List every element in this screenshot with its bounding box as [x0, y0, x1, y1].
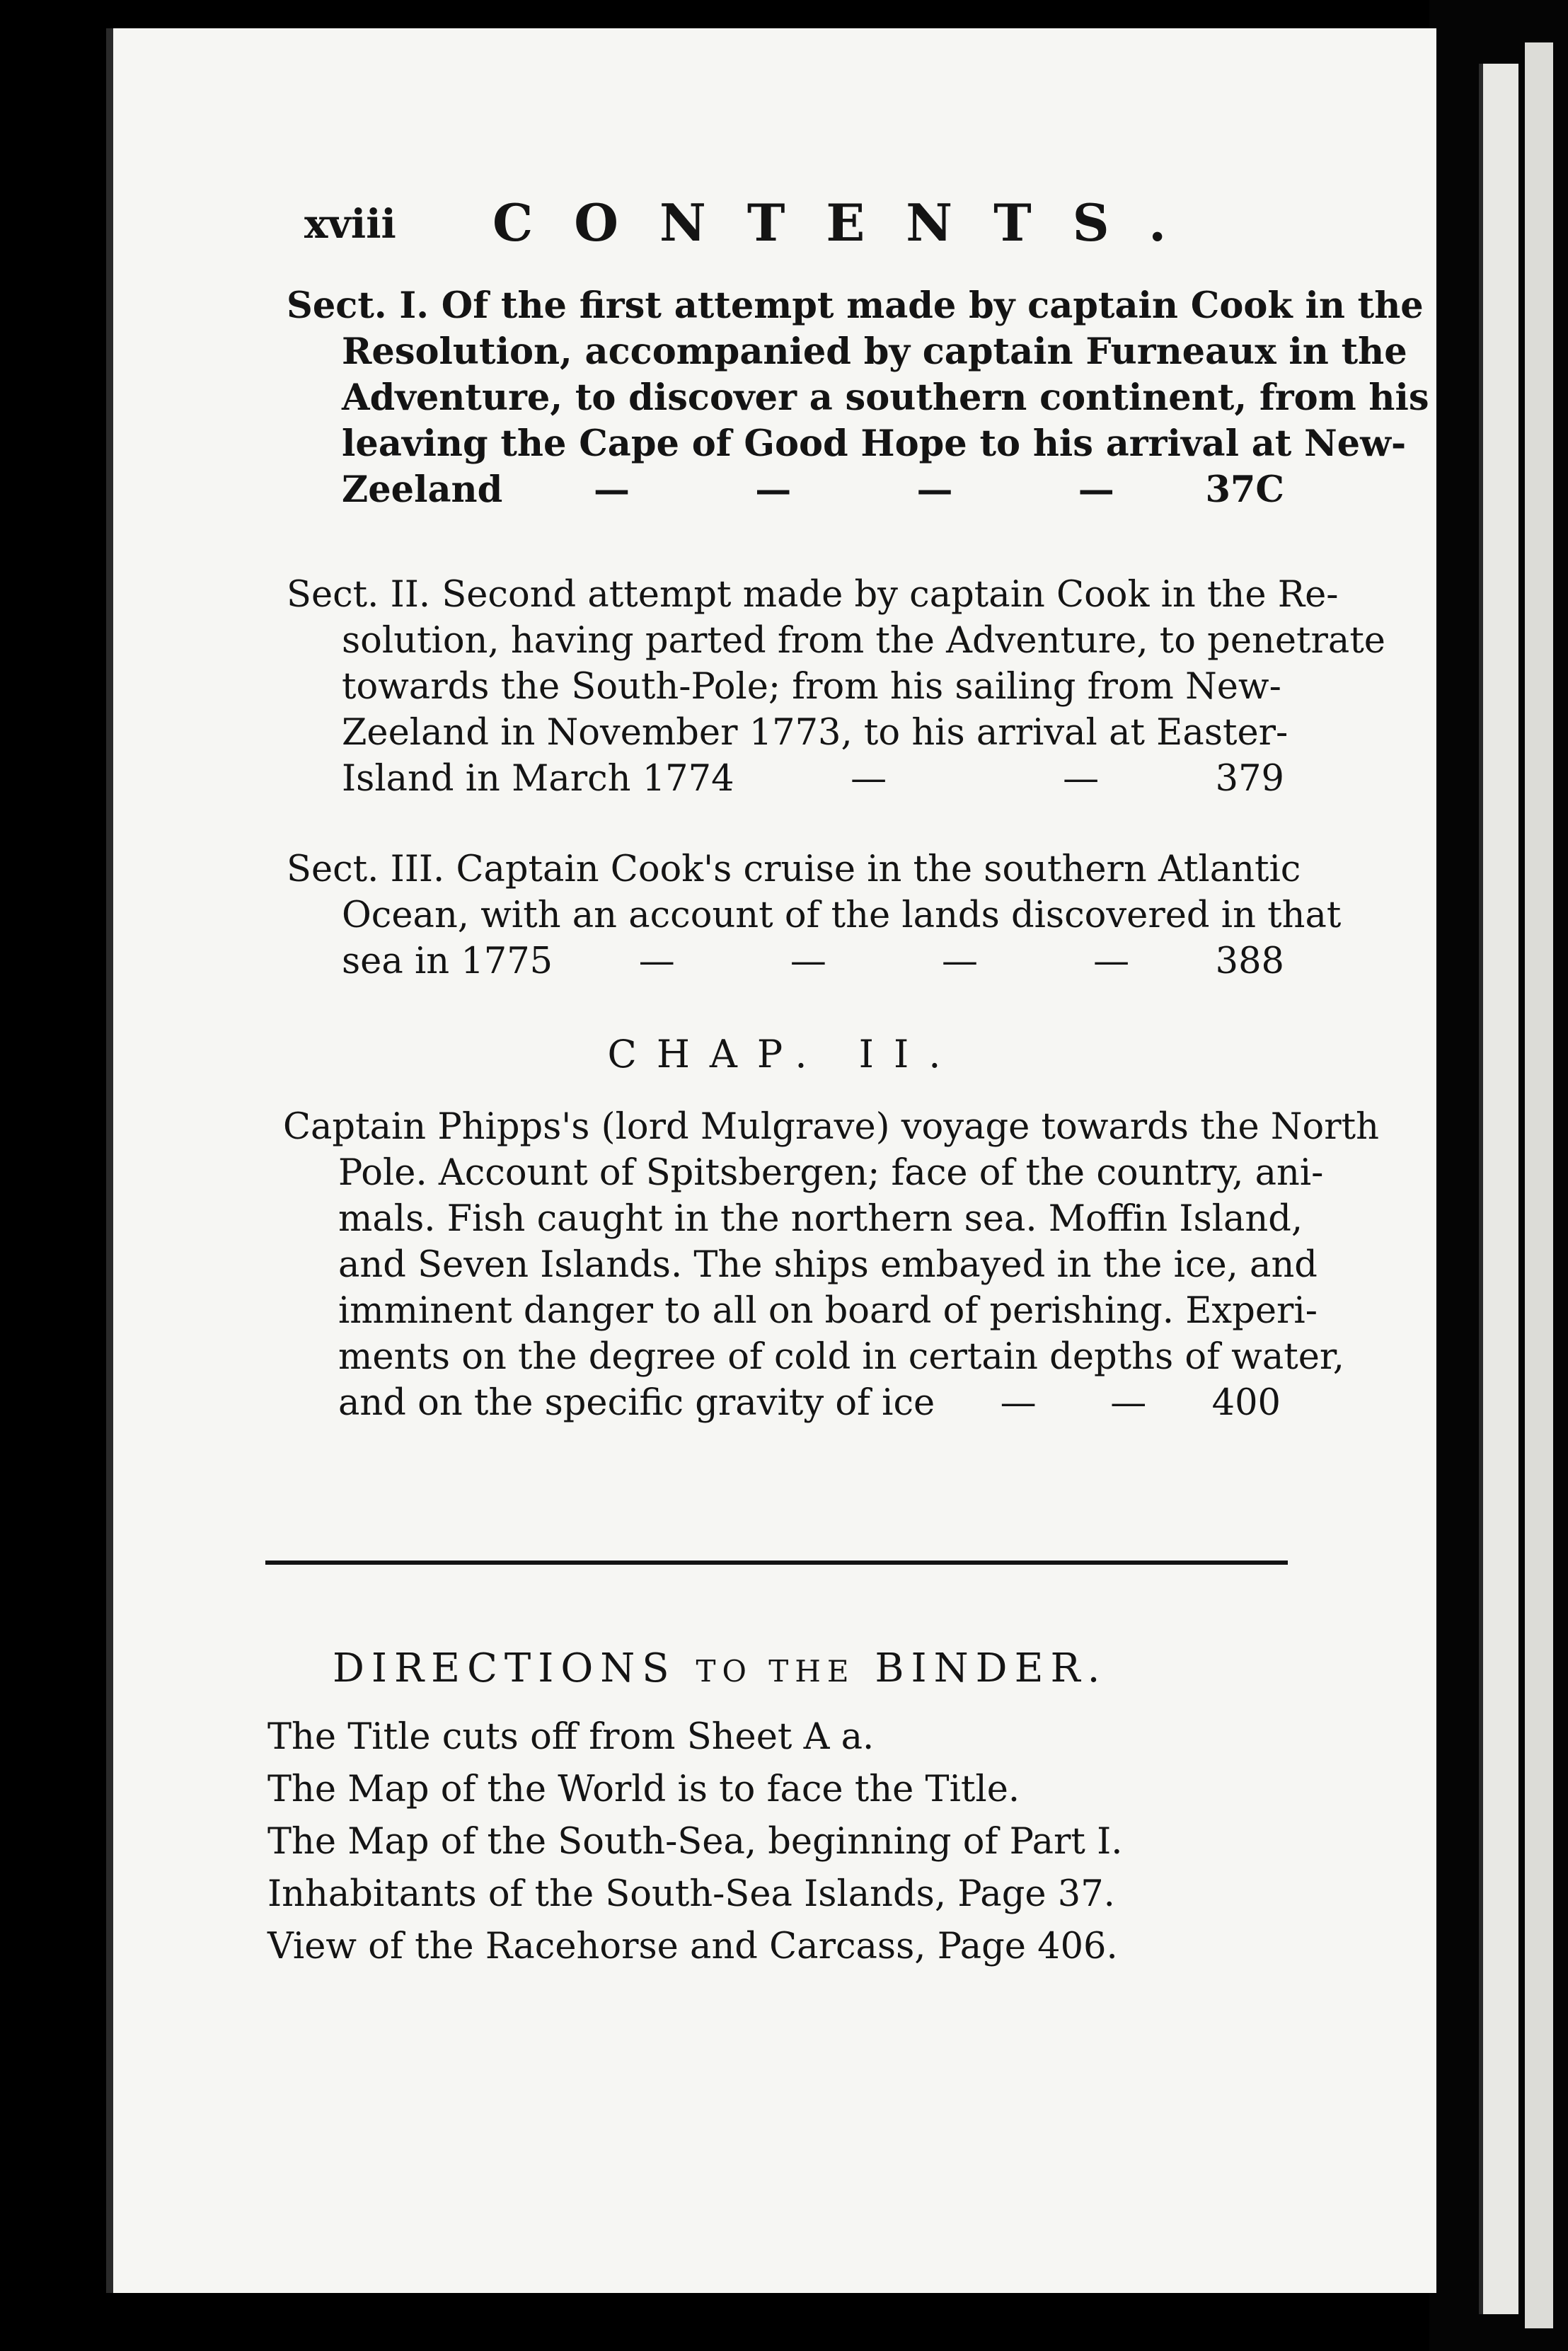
horizontal-rule — [265, 1560, 1288, 1565]
contents-entry-chapter-2 — [283, 1104, 1379, 1426]
leader-dashes: — — — — — [638, 941, 1130, 982]
contents-entry-sect-1 — [287, 283, 1429, 513]
leader-dashes: — — — [1000, 1382, 1147, 1424]
entry-line: ments on the degree of cold in certain depths of water, — [338, 1336, 1344, 1378]
binder-directions-list — [267, 1711, 1122, 1973]
entry-line: Adventure, to discover a southern continent, from his — [342, 376, 1429, 419]
entry-last-line — [287, 467, 1284, 513]
entry-line: leaving the Cape of Good Hope to his arrival at New- — [342, 423, 1407, 465]
entry-page-number: 400 — [1211, 1382, 1281, 1424]
entry-page-number: 379 — [1215, 758, 1284, 800]
directions-heading — [333, 1645, 1107, 1691]
entry-line: Pole. Account of Spitsbergen; face of the country, ani- — [338, 1152, 1324, 1194]
entry-line: Zeeland in November 1773, to his arrival at Easter- — [342, 712, 1289, 754]
entry-line: imminent danger to all on board of perishing. Experi- — [338, 1290, 1318, 1332]
entry-last-text: sea in 1775 — [342, 941, 553, 982]
contents-entry-sect-2 — [287, 572, 1385, 802]
entry-line: Sect. II. Second attempt made by captain Cook in the Re- — [287, 574, 1339, 616]
entry-line: Captain Phipps's (lord Mulgrave) voyage towards the North — [283, 1106, 1379, 1148]
entry-line: Sect. I. Of the first attempt made by captain Cook in the — [287, 284, 1424, 327]
list-item: The Map of the World is to face the Title. — [267, 1769, 1020, 1810]
entry-page-number: 37C — [1205, 469, 1284, 511]
running-head — [304, 192, 1436, 256]
chapter-heading: CHAP. II. — [607, 1032, 961, 1076]
directions-heading-part: BINDER. — [875, 1645, 1107, 1691]
next-page-edge — [1479, 64, 1518, 2314]
list-item: View of the Racehorse and Carcass, Page 406. — [267, 1926, 1118, 1967]
list-item: Inhabitants of the South-Sea Islands, Page 37. — [267, 1873, 1115, 1915]
directions-heading-part: TO THE — [696, 1654, 855, 1689]
entry-line: mals. Fish caught in the northern sea. Moffin Island, — [338, 1198, 1303, 1240]
entry-line: Sect. III. Captain Cook's cruise in the southern Atlantic — [287, 849, 1301, 890]
page-title: CONTENTS. — [492, 192, 1208, 253]
directions-heading-part: DIRECTIONS — [333, 1645, 676, 1691]
next-page-edge-outer — [1525, 42, 1553, 2328]
list-item: The Title cuts off from Sheet A a. — [267, 1716, 875, 1758]
entry-last-line — [287, 756, 1284, 802]
contents-entry-sect-3 — [287, 846, 1342, 984]
list-item: The Map of the South-Sea, beginning of Part I. — [267, 1821, 1123, 1863]
entry-last-line — [283, 1380, 1281, 1426]
entry-last-text: Island in March 1774 — [342, 758, 734, 800]
entry-page-number: 388 — [1215, 941, 1284, 982]
page-number-roman: xviii — [304, 201, 396, 248]
leader-dashes: — — — [851, 758, 1100, 800]
entry-last-line — [287, 938, 1284, 984]
entry-line: and Seven Islands. The ships embayed in the ice, and — [338, 1244, 1318, 1286]
entry-line: Ocean, with an account of the lands discovered in that — [342, 895, 1342, 936]
entry-last-text: and on the specific gravity of ice — [338, 1382, 935, 1424]
entry-line: towards the South-Pole; from his sailing from New- — [342, 666, 1281, 708]
leader-dashes: — — — — — [593, 469, 1114, 511]
entry-last-text: Zeeland — [342, 469, 503, 511]
entry-line: solution, having parted from the Adventure, to penetrate — [342, 620, 1385, 662]
entry-line: Resolution, accompanied by captain Furneaux in the — [342, 330, 1407, 373]
